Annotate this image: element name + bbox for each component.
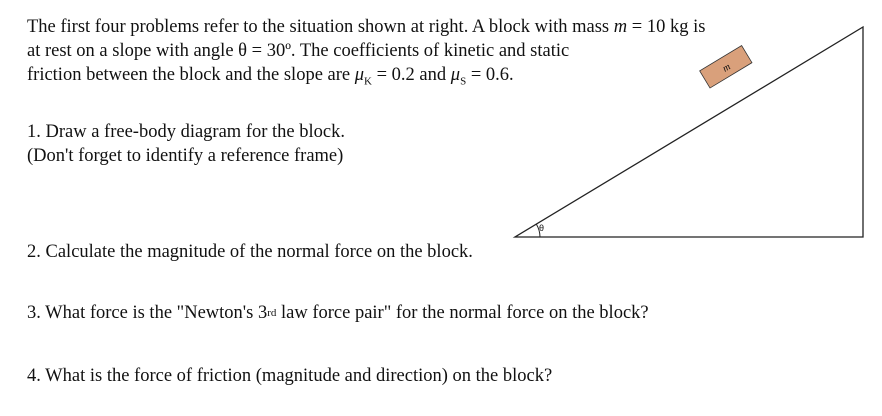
angle-label: θ xyxy=(539,223,545,233)
question-1-note: (Don't forget to identify a reference frame) xyxy=(27,146,344,166)
question-3-text-end: law force pair" for the normal force on the block? xyxy=(276,303,649,323)
mass-value: = 10 kg is xyxy=(627,17,706,37)
question-2: 2. Calculate the magnitude of the normal force on the block. xyxy=(27,242,473,262)
intro-line-2: at rest on a slope with angle θ = 30º. The coefficients of kinetic and static xyxy=(27,41,570,61)
mass-variable: m xyxy=(613,17,628,37)
mu-kinetic-value: = 0.2 and xyxy=(371,65,451,85)
mu-static-value: = 0.6. xyxy=(466,65,514,85)
mu-static-symbol: μ xyxy=(450,65,461,85)
incline-triangle xyxy=(515,27,863,237)
question-1-prompt: 1. Draw a free-body diagram for the block. xyxy=(27,122,345,142)
question-3-text: 3. What force is the "Newton's 3 xyxy=(27,303,268,323)
question-4: 4. What is the force of friction (magnitude and direction) on the block? xyxy=(27,366,553,386)
mass-block xyxy=(700,46,752,88)
block-label: m xyxy=(720,61,733,75)
intro-line-1-text: The first four problems refer to the situation shown at right. A block with mass xyxy=(27,17,614,37)
intro-line-3-text: friction between the block and the slope are xyxy=(27,65,355,85)
kinetic-subscript: K xyxy=(364,75,372,88)
static-subscript: S xyxy=(460,75,467,88)
mu-kinetic-symbol: μ xyxy=(354,65,365,85)
ordinal-superscript: rd xyxy=(267,307,277,319)
